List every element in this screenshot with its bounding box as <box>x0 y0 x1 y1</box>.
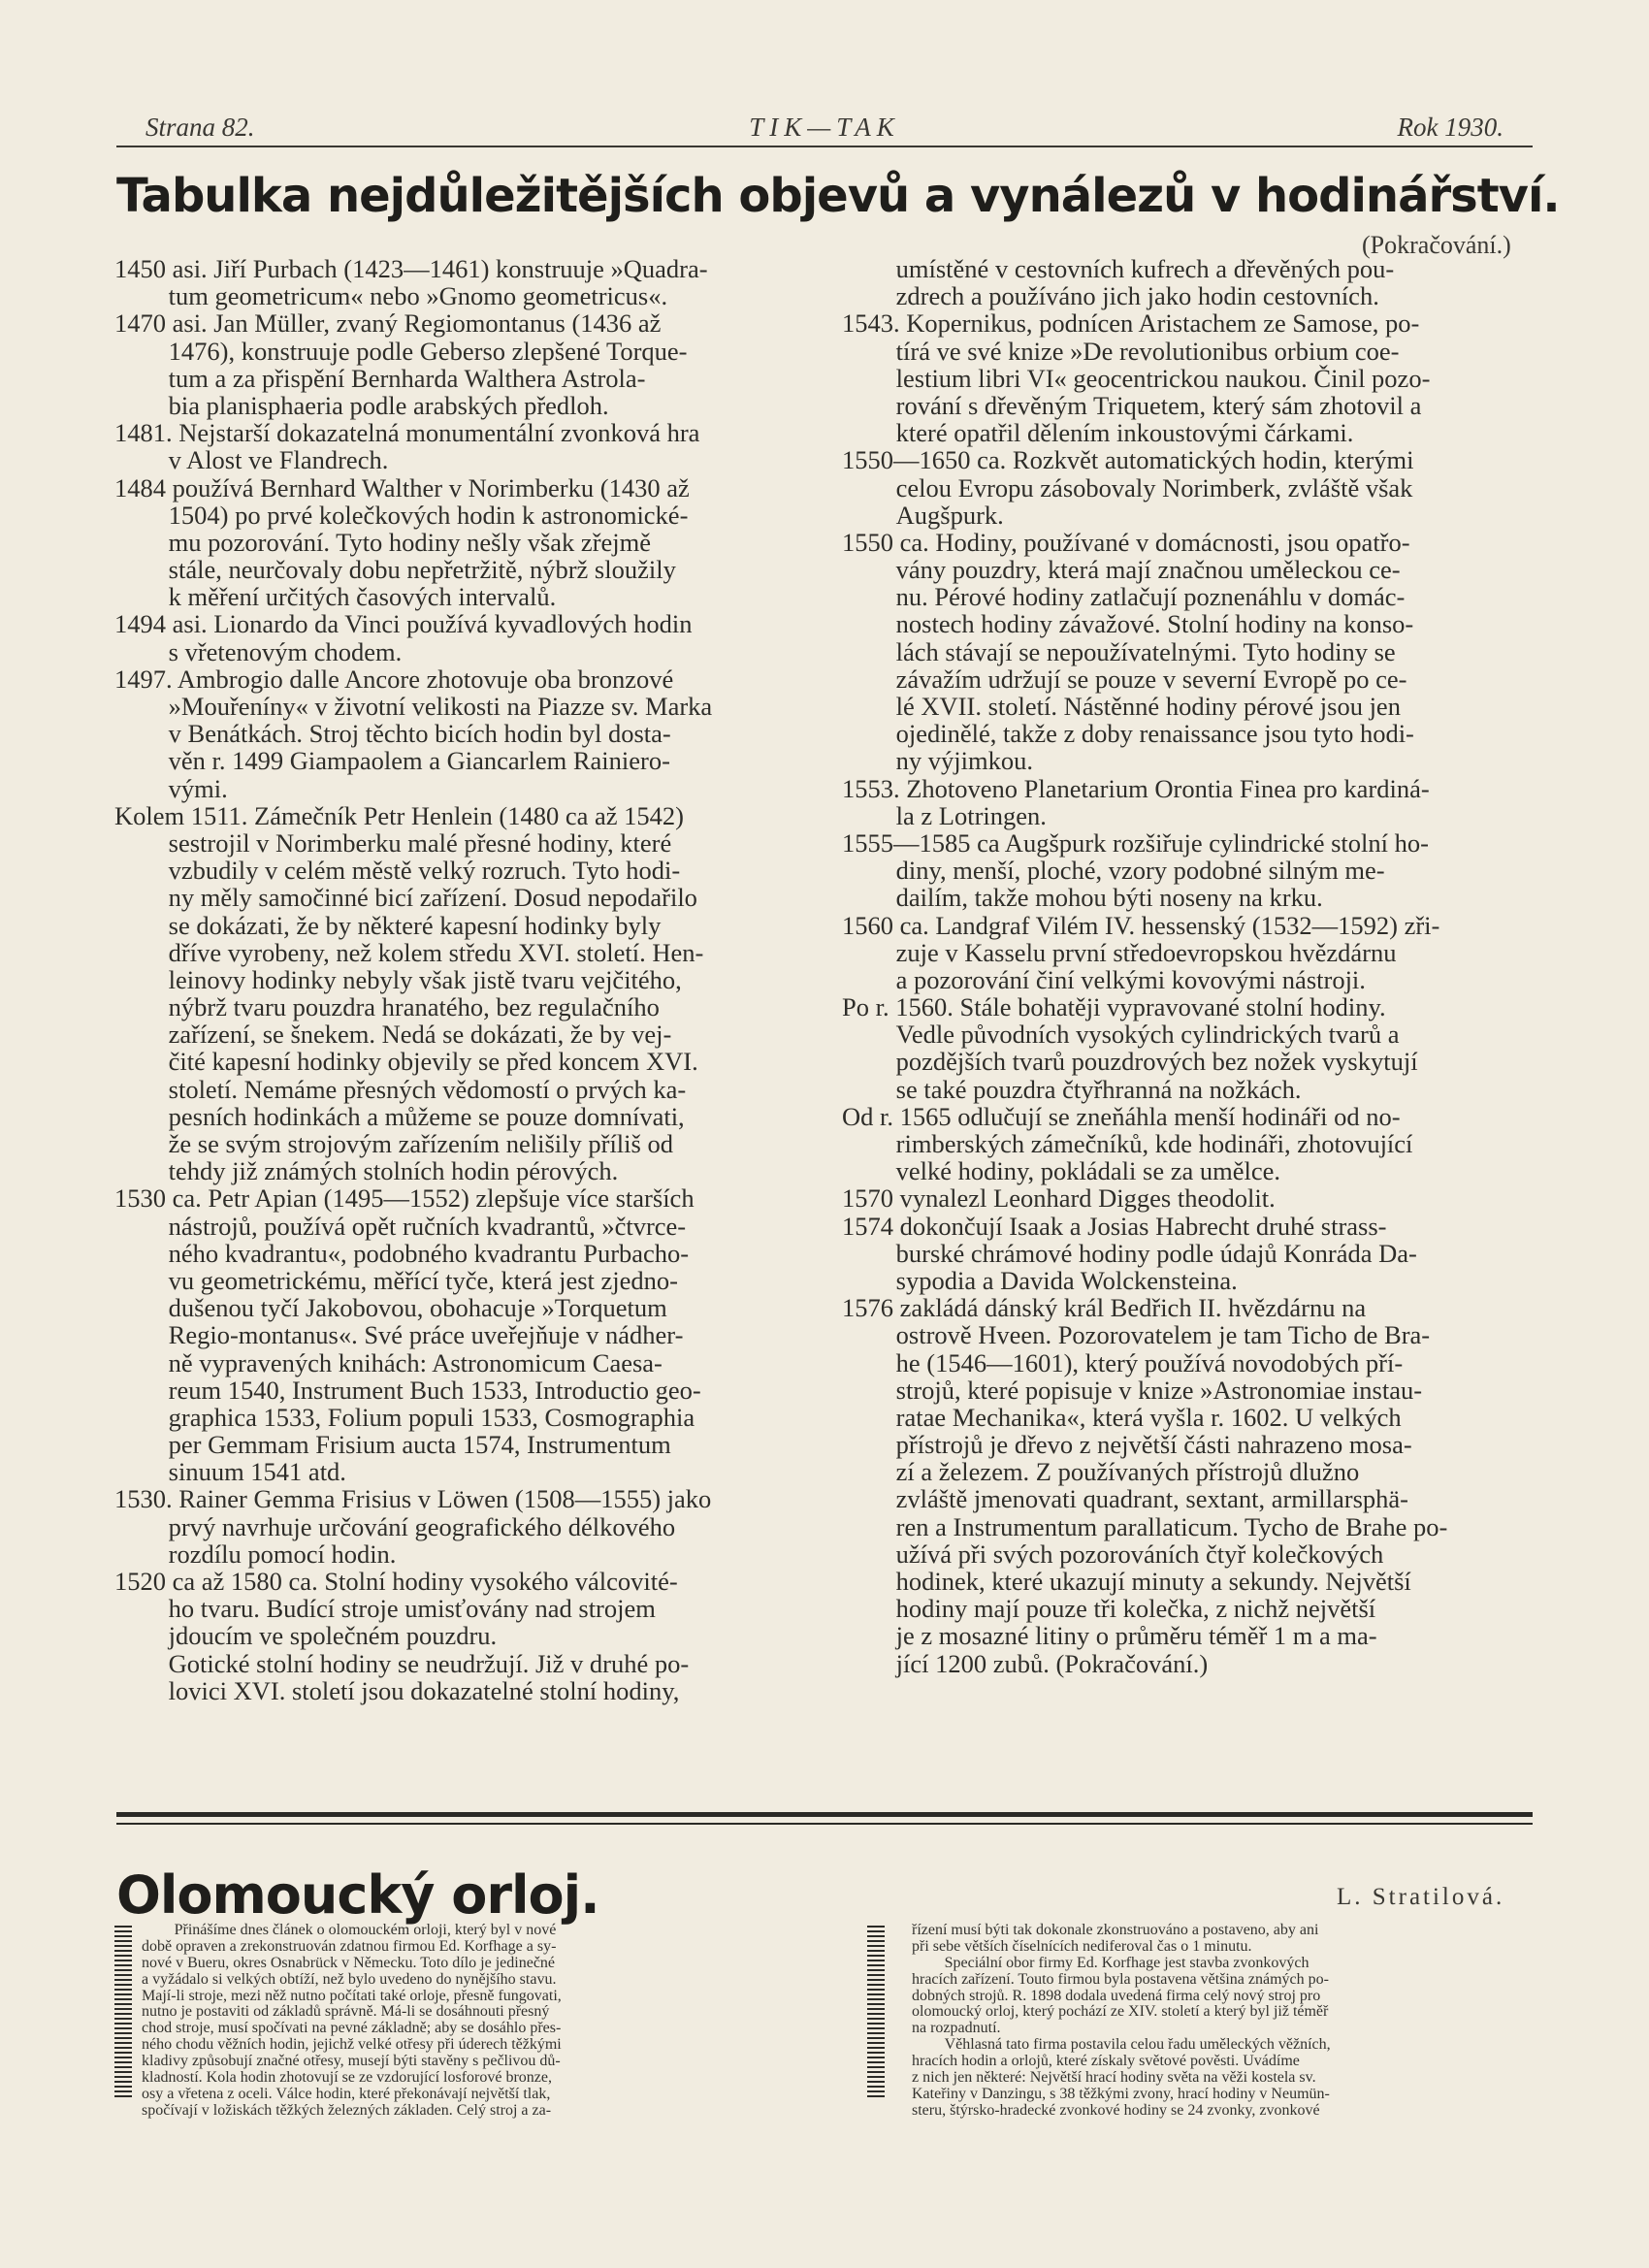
text-line: zí a železem. Z používaných přístrojů dlužno <box>895 1457 1360 1487</box>
text-line: 1530. Rainer Gemma Frisius v Löwen (1508—1555) jako <box>114 1484 712 1514</box>
text-line: užívá při svých pozorováních čtyř kolečkových <box>895 1539 1384 1569</box>
second-article-title: Olomoucký orloj. <box>116 1864 599 1926</box>
article-left-column <box>114 255 815 1704</box>
text-line: 1470 asi. Jan Müller, zvaný Regiomontanus (1436 až <box>114 308 662 339</box>
text-line: jící 1200 zubů. (Pokračování.) <box>895 1648 1209 1678</box>
text-line: velké hodiny, pokládali se za umělce. <box>895 1156 1281 1186</box>
header-rule <box>116 146 1533 147</box>
text-line: sypodia a Davida Wolckensteina. <box>895 1265 1238 1295</box>
text-line: hodinek, které ukazují minuty a sekundy. Největší <box>895 1567 1411 1596</box>
issue-year: Rok 1930. <box>1397 113 1504 142</box>
text-line: lách stávají se nepoužívatelnými. Tyto hodiny se <box>895 636 1396 666</box>
section-divider-thick <box>116 1812 1533 1817</box>
text-line: v Benátkách. Stroj těchto bicích hodin byl dosta- <box>168 719 671 749</box>
text-line: 1555—1585 ca Augšpurk rozšiřuje cylindrické stolní ho- <box>842 827 1429 858</box>
text-line: k měření určitých časových intervalů. <box>168 582 557 612</box>
text-line: nostech hodiny závažové. Stolní hodiny na konso- <box>895 609 1414 639</box>
text-line: Speciální obor firmy Ed. Korfhage jest stavba zvonkových <box>944 1954 1310 1971</box>
text-line: dříve vyrobeny, než kolem středu XVI. století. Hen- <box>168 937 704 967</box>
text-line: pozdějších tvarů pouzdrových bez nožek vyskytují <box>895 1047 1418 1077</box>
text-line: kladností. Kola hodin zhotovují se ze vzdorující losforové bronze, <box>142 2069 553 2087</box>
text-line: Augšpurk. <box>895 500 1004 530</box>
text-line: Přinášíme dnes článek o olomouckém orloji, který byl v nové <box>174 1922 557 1938</box>
text-line: Gotické stolní hodiny se neudržují. Již v druhé po- <box>168 1648 690 1678</box>
text-line: ojedinělé, takže z doby renaissance jsou tyto hodi- <box>895 719 1414 749</box>
text-line: ného chodu věžních hodin, jejichž velké otřesy při úderech těžkými <box>142 2036 562 2054</box>
text-line: zařízení, se šnekem. Nedá se dokázati, že by vej- <box>168 1020 672 1050</box>
second-article-right-column <box>912 1923 1542 2120</box>
magazine-name: TIK—TAK <box>749 113 900 142</box>
text-line: nýbrž tvaru pouzdra hranatého, bez regulačního <box>168 992 660 1022</box>
continued-note: (Pokračování.) <box>1362 231 1511 259</box>
text-line: Kateřiny v Danzingu, s 38 těžkými zvony, hrací hodiny v Neumün- <box>912 2085 1330 2102</box>
text-line: 1553. Zhotoveno Planetarium Orontia Finea pro kardiná- <box>842 773 1430 803</box>
text-line: a vyžádalo si velkých obtíží, než bylo uvedeno do nynějšího stavu. <box>142 1970 557 1988</box>
text-line: rozdílu pomocí hodin. <box>168 1539 397 1569</box>
text-line: vány pouzdry, která mají značnou uměleckou ce- <box>895 555 1401 585</box>
text-line: olomoucký orloj, který pochází ze XIV. století a který byl již téměř <box>912 2003 1329 2021</box>
text-line: vzbudily v celém městě velký rozruch. Tyto hodi- <box>168 856 681 886</box>
text-line: zuje v Kasselu první středoevropskou hvězdárnu <box>895 937 1397 967</box>
text-line: 1550—1650 ca. Rozkvět automatických hodin, kterými <box>842 445 1414 475</box>
text-line: ho tvaru. Budící stroje umisťovány nad strojem <box>168 1594 656 1624</box>
text-line: jdoucím ve společném pouzdru. <box>168 1621 498 1651</box>
text-line: bia planisphaeria podle arabských předloh. <box>168 390 609 420</box>
text-line: je z mosazné litiny o průměru téměř 1 m a ma- <box>895 1621 1377 1651</box>
text-line: kladivy způsobují značné otřesy, musejí býti stavěny s pečlivou dů- <box>142 2053 561 2070</box>
text-line: dailím, takže mohou býti noseny na krku. <box>895 883 1323 913</box>
text-line: 1476), konstruuje podle Geberso zlepšené Torque- <box>168 336 688 366</box>
text-line: že se svým strojovým zařízením nelišily příliš od <box>168 1129 673 1158</box>
text-line: strojů, které popisuje v knize »Astronomiae instau- <box>895 1375 1423 1405</box>
text-line: době opraven a zrekonstruován zdatnou firmou Ed. Korfhage a sy- <box>142 1937 557 1955</box>
text-line: 1494 asi. Lionardo da Vinci používá kyvadlových hodin <box>114 609 693 639</box>
text-line: ren a Instrumentum parallaticum. Tycho de Brahe po- <box>895 1511 1448 1541</box>
text-line: se dokázati, že by některé kapesní hodinky byly <box>168 910 662 940</box>
text-line: vu geometrickému, měřící tyče, která jest zjedno- <box>168 1265 679 1295</box>
text-line: zvláště jmenovati quadrant, sextant, armillarsphä- <box>895 1484 1408 1514</box>
text-line: Kolem 1511. Zámečník Petr Henlein (1480 ca až 1542) <box>114 800 684 830</box>
text-line: lé XVII. století. Nástěnné hodiny pérové jsou jen <box>895 692 1401 721</box>
text-line: ného kvadrantu«, podobného kvadrantu Purbacho- <box>168 1238 690 1268</box>
text-line: reum 1540, Instrument Buch 1533, Introductio geo- <box>168 1375 701 1405</box>
text-line: ny měly samočinné bicí zařízení. Dosud nepodařilo <box>168 883 697 913</box>
text-line: s vřetenovým chodem. <box>168 636 403 666</box>
text-line: osy a vřetena z oceli. Válce hodin, které překonávají největší tlak, <box>142 2085 551 2102</box>
text-line: prvý navrhuje určování geografického délkového <box>168 1511 676 1541</box>
text-line: Věhlasná tato firma postavila celou řadu uměleckých věžních, <box>944 2036 1331 2054</box>
text-line: pesních hodinkách a můžeme se pouze domnívati, <box>168 1101 685 1131</box>
text-line: 1497. Ambrogio dalle Ancore zhotovuje oba bronzové <box>114 664 674 694</box>
text-line: nu. Pérové hodiny zatlačují poznenáhlu v domác- <box>895 582 1406 612</box>
text-line: 1576 zakládá dánský král Bedřich II. hvězdárnu na <box>842 1293 1367 1323</box>
text-line: 1481. Nejstarší dokazatelná monumentální zvonková hra <box>114 418 700 448</box>
text-line: při sebe větších číselnících nediferoval čas o 1 minutu. <box>912 1937 1252 1955</box>
text-line: které opatřil dělením inkoustovými čárkami. <box>895 418 1354 448</box>
text-line: se také pouzdra čtyřhranná na nožkách. <box>895 1074 1302 1104</box>
text-line: 1450 asi. Jiří Purbach (1423—1461) konstruuje »Quadra- <box>114 254 708 283</box>
text-line: Po r. 1560. Stále bohatěji vypravované stolní hodiny. <box>842 992 1386 1022</box>
text-line: ně vypravených knihách: Astronomicum Caesa- <box>168 1347 663 1377</box>
second-article-left-column <box>142 1923 811 2120</box>
text-line: leinovy hodinky nebyly však jistě tvaru vejčitého, <box>168 964 682 994</box>
text-line: per Gemmam Frisium aucta 1574, Instrumentum <box>168 1430 671 1460</box>
page-number: Strana 82. <box>146 113 255 142</box>
text-line: závažím udržují se pouze v severní Evropě po ce- <box>895 664 1407 694</box>
text-line: 1520 ca až 1580 ca. Stolní hodiny vysokého válcovité- <box>114 1567 678 1596</box>
article-author: L. Stratilová. <box>1337 1884 1505 1910</box>
text-line: hracích hodin a orlojů, které získaly světové pověsti. Uvádíme <box>912 2053 1300 2070</box>
text-line: 1484 používá Bernhard Walther v Norimberku (1430 až <box>114 472 690 502</box>
text-line: a pozorování činí velkými kovovými nástroji. <box>895 964 1366 994</box>
text-line: spočívají v ložiskách těžkých železných základen. Celý stroj a za- <box>142 2101 552 2119</box>
text-line: sestrojil v Norimberku malé přesné hodiny, které <box>168 827 672 858</box>
text-line: 1504) po prvé kolečkových hodin k astronomické- <box>168 500 689 530</box>
text-line: rimberských zámečníků, kde hodináři, zhotovující <box>895 1129 1413 1158</box>
text-line: 1550 ca. Hodiny, používané v domácnosti, jsou opatřo- <box>842 527 1410 557</box>
text-line: 1543. Kopernikus, podnícen Aristachem ze Samose, po- <box>842 308 1420 339</box>
text-line: diny, menší, ploché, vzory podobné silným me- <box>895 856 1385 886</box>
text-line: na rozpadnutí. <box>912 2020 1001 2037</box>
text-line: ratae Mechanika«, která vyšla r. 1602. U velkých <box>895 1402 1402 1432</box>
section-divider-thin <box>116 1823 1533 1825</box>
text-line: nutno je postaviti od základů správně. Má-li se dosáhnouti přesný <box>142 2003 550 2021</box>
text-line: ny výjimkou. <box>895 746 1033 776</box>
article-right-column <box>842 255 1542 1677</box>
text-line: chod stroje, musí spočívati na pevné základně; aby se dosáhlo přes- <box>142 2020 562 2037</box>
text-line: zdrech a používáno jich jako hodin cestovních. <box>895 281 1379 311</box>
text-line: tehdy již známých stolních hodin pérových. <box>168 1156 619 1186</box>
text-line: dobných strojů. R. 1898 dodala uvedená firma celý nový stroj pro <box>912 1987 1321 2004</box>
text-line: lestium libri VI« geocentrickou naukou. Činil pozo- <box>895 363 1431 393</box>
text-line: dušenou tyčí Jakobovou, obohacuje »Torquetum <box>168 1293 667 1323</box>
text-line: řízení musí býti tak dokonale zkonstruováno a postaveno, aby ani <box>912 1922 1319 1938</box>
text-line: celou Evropu zásobovaly Norimberk, zvláště však <box>895 472 1413 502</box>
text-line: Od r. 1565 odlučují se zneňáhla menší hodináři od no- <box>842 1101 1401 1131</box>
text-line: burské chrámové hodiny podle údajů Konráda Da- <box>895 1238 1417 1268</box>
text-line: v Alost ve Flandrech. <box>168 445 389 475</box>
text-line: Vedle původních vysokých cylindrických tvarů a <box>895 1020 1400 1050</box>
text-line: Regio-montanus«. Své práce uveřejňuje v nádher- <box>168 1320 684 1350</box>
text-line: tum geometricum« nebo »Gnomo geometricus«. <box>168 281 668 311</box>
text-line: ostrově Hveen. Pozorovatelem je tam Ticho de Bra- <box>895 1320 1431 1350</box>
text-line: graphica 1533, Folium populi 1533, Cosmographia <box>168 1402 695 1432</box>
decorative-side-bar <box>867 1926 885 2098</box>
text-line: nové v Bueru, okres Osnabrück v Německu. Toto dílo je jedinečné <box>142 1954 556 1971</box>
article-title: Tabulka nejdůležitějších objevů a vynálezů v hodinářství. <box>116 169 1560 223</box>
text-line: 1530 ca. Petr Apian (1495—1552) zlepšuje více starších <box>114 1183 695 1214</box>
text-line: čité kapesní hodinky objevily se před koncem XVI. <box>168 1047 698 1077</box>
text-line: »Mouřeníny« v životní velikosti na Piazze sv. Marka <box>168 692 713 721</box>
text-line: z nich jen některé: Největší hrací hodiny světa na věži kostela sv. <box>912 2069 1316 2087</box>
text-line: steru, štýrsko-hradecké zvonkové hodiny se 24 zvonky, zvonkové <box>912 2101 1320 2119</box>
text-line: hodiny mají pouze tři kolečka, z nichž největší <box>895 1594 1376 1624</box>
text-line: stále, neurčovaly dobu nepřetržitě, nýbrž sloužily <box>168 555 676 585</box>
text-line: 1560 ca. Landgraf Vilém IV. hessenský (1532—1592) zři- <box>842 910 1440 940</box>
text-line: 1574 dokončují Isaak a Josias Habrecht druhé strass- <box>842 1211 1387 1241</box>
text-line: mu pozorování. Tyto hodiny nešly však zřejmě <box>168 527 652 557</box>
text-line: rování s dřevěným Triquetem, který sám zhotovil a <box>895 390 1422 420</box>
text-line: tírá ve své knize »De revolutionibus orbium coe- <box>895 336 1400 366</box>
text-line: 1570 vynalezl Leonhard Digges theodolit. <box>842 1183 1276 1214</box>
text-line: lovici XVI. století jsou dokazatelné stolní hodiny, <box>168 1675 680 1705</box>
text-line: přístrojů je dřevo z největší části nahrazeno mosa- <box>895 1430 1412 1460</box>
text-line: sinuum 1541 atd. <box>168 1457 346 1487</box>
text-line: Mají-li stroje, mezi něž nutno počítati také orloje, přesně fungovati, <box>142 1987 562 2004</box>
text-line: la z Lotringen. <box>895 800 1047 830</box>
text-line: nástrojů, používá opět ručních kvadrantů, »čtvrce- <box>168 1211 687 1241</box>
text-line: he (1546—1601), který používá novodobých pří- <box>895 1347 1404 1377</box>
text-line: věn r. 1499 Giampaolem a Giancarlem Rainiero- <box>168 746 670 776</box>
decorative-side-bar <box>114 1926 132 2098</box>
text-line: tum a za přispění Bernharda Walthera Astrola- <box>168 363 646 393</box>
text-line: hracích zařízení. Touto firmou byla postavena většina známých po- <box>912 1970 1329 1988</box>
text-line: století. Nemáme přesných vědomostí o prvých ka- <box>168 1074 687 1104</box>
text-line: umístěné v cestovních kufrech a dřevěných pou- <box>895 254 1395 283</box>
text-line: vými. <box>168 773 228 803</box>
